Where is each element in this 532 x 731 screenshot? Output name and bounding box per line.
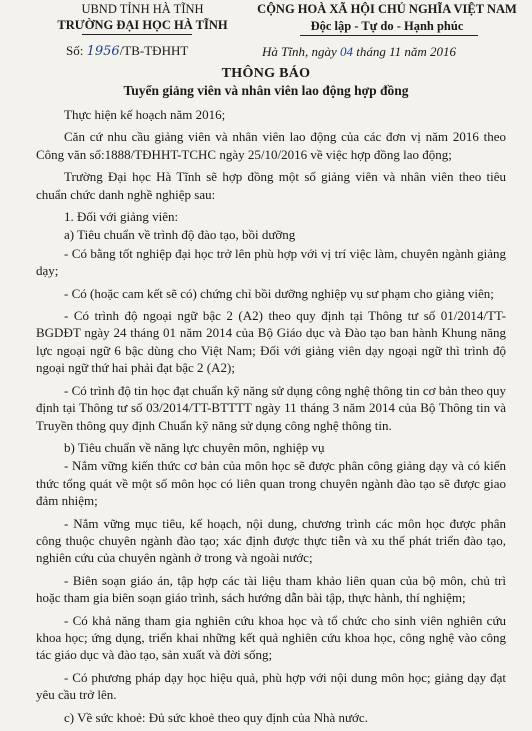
paragraph: Căn cứ nhu cầu giảng viên và nhân viên lao động của các đơn vị năm 2016 theo Công văn số:1888/TĐHHT-TCHC ngày 25/10/2016 về việc hợp đồng lao động; [36, 129, 506, 162]
doc-no-prefix: Số: [66, 43, 87, 58]
doc-no-handwritten: 1956 [86, 44, 120, 59]
document-body [36, 106, 506, 731]
list-item: - Nắm vững kiến thức cơ bản của môn học sẽ được phân công giảng dạy và có kiến thức tổng quát về một số môn học có liên quan trong chuyên ngành đào tạo sẽ được giao đảm nhiệm; [36, 458, 506, 509]
list-item: - Có bằng tốt nghiệp đại học trở lên phù hợp với vị trí việc làm, chuyên ngành giảng dạy; [36, 245, 506, 279]
list-item: - Nắm vững mục tiêu, kế hoạch, nội dung, chương trình các môn học được phân công thuộc chuyên ngành đào tạo; xác định được thực tiễn và xu thế phát triển đào tạo, nghiên cứu của chuyên ngành ở trong và ngoài nước; [36, 515, 506, 566]
list-item: - Có khả năng tham gia nghiên cứu khoa học và tổ chức cho sinh viên nghiên cứu khoa học; ứng dụng, triển khai những kết quả nghiên cứu khoa học, công nghệ vào công tác giáo dục và đào tạo, sản xuất và đời sống; [36, 612, 506, 663]
issuer-underline [82, 34, 192, 35]
list-item: - Có trình độ tin học đạt chuẩn kỹ năng sử dụng công nghệ thông tin cơ bản theo quy định tại Thông tư số 03/2014/TT-BTTTT ngày 11 tháng 3 năm 2014 của Bộ Thông tin và Truyền thông quy định Chuẩn kỹ năng sử dụng công nghệ thông tin. [36, 382, 506, 433]
document-number [66, 43, 188, 59]
motto-underline [300, 35, 478, 36]
republic-name: CỘNG HOÀ XÃ HỘI CHỦ NGHĨA VIỆT NAM [257, 2, 517, 16]
agency-name: UBND TỈNH HÀ TĨNH [81, 2, 204, 16]
school-name: TRƯỜNG ĐẠI HỌC HÀ TĨNH [57, 18, 228, 32]
national-header [252, 2, 522, 34]
doc-no-suffix: /TB-TĐHHT [119, 43, 189, 58]
list-item: - Biên soạn giáo án, tập hợp các tài liệu tham khảo liên quan của bộ môn, chủ trì hoặc tham gia biên soạn giáo trình, sách hướng dẫn bài tập, thực hành, thí nghiệm; [36, 572, 506, 606]
section-heading: 1. Đối với giảng viên: [64, 209, 179, 225]
date-prefix: Hà Tĩnh, ngày [262, 44, 340, 59]
list-item: - Có trình độ ngoại ngữ bậc 2 (A2) theo quy định tại Thông tư số 01/2014/TT-BGDĐT ngày 24 tháng 01 năm 2014 của Bộ Giáo dục và Đào tạo ban hành Khung năng lực ngoại ngữ 6 bậc dùng cho Việt Nam; Đối với giảng viên dạy ngoại ngữ thì trình độ ngoại ngữ thứ hai phải đạt bậc 2 (A2); [36, 308, 506, 376]
document-title: THÔNG BÁO [221, 66, 311, 81]
subsection-heading: b) Tiêu chuẩn về năng lực chuyên môn, nghiệp vụ [64, 439, 325, 455]
paragraph: Trường Đại học Hà Tĩnh sẽ hợp đồng một số giảng viên và nhân viên theo tiêu chuẩn chức danh nghề nghiệp sau: [36, 169, 506, 202]
list-item: - Có (hoặc cam kết sẽ có) chứng chỉ bồi dưỡng nghiệp vụ sư phạm cho giảng viên; [64, 285, 494, 301]
place-date [262, 44, 456, 60]
national-motto: Độc lập - Tự do - Hạnh phúc [310, 19, 464, 33]
paragraph: Thực hiện kế hoạch năm 2016; [64, 107, 226, 122]
date-suffix: tháng 11 năm 2016 [353, 44, 457, 59]
date-handwritten: 04 [340, 44, 353, 59]
document-subtitle: Tuyển giảng viên và nhân viên lao động hợp đồng [123, 83, 409, 98]
subsection-heading: c) Về sức khoẻ: Đủ sức khoẻ theo quy định của Nhà nước. [64, 709, 368, 725]
issuer-block [40, 2, 245, 33]
subsection-heading: a) Tiêu chuẩn về trình độ đào tạo, bồi dưỡng [64, 227, 296, 243]
list-item: - Có phương pháp dạy học hiệu quả, phù hợp với nội dung môn học; giảng dạy đạt yêu cầu trở lên. [36, 669, 506, 703]
